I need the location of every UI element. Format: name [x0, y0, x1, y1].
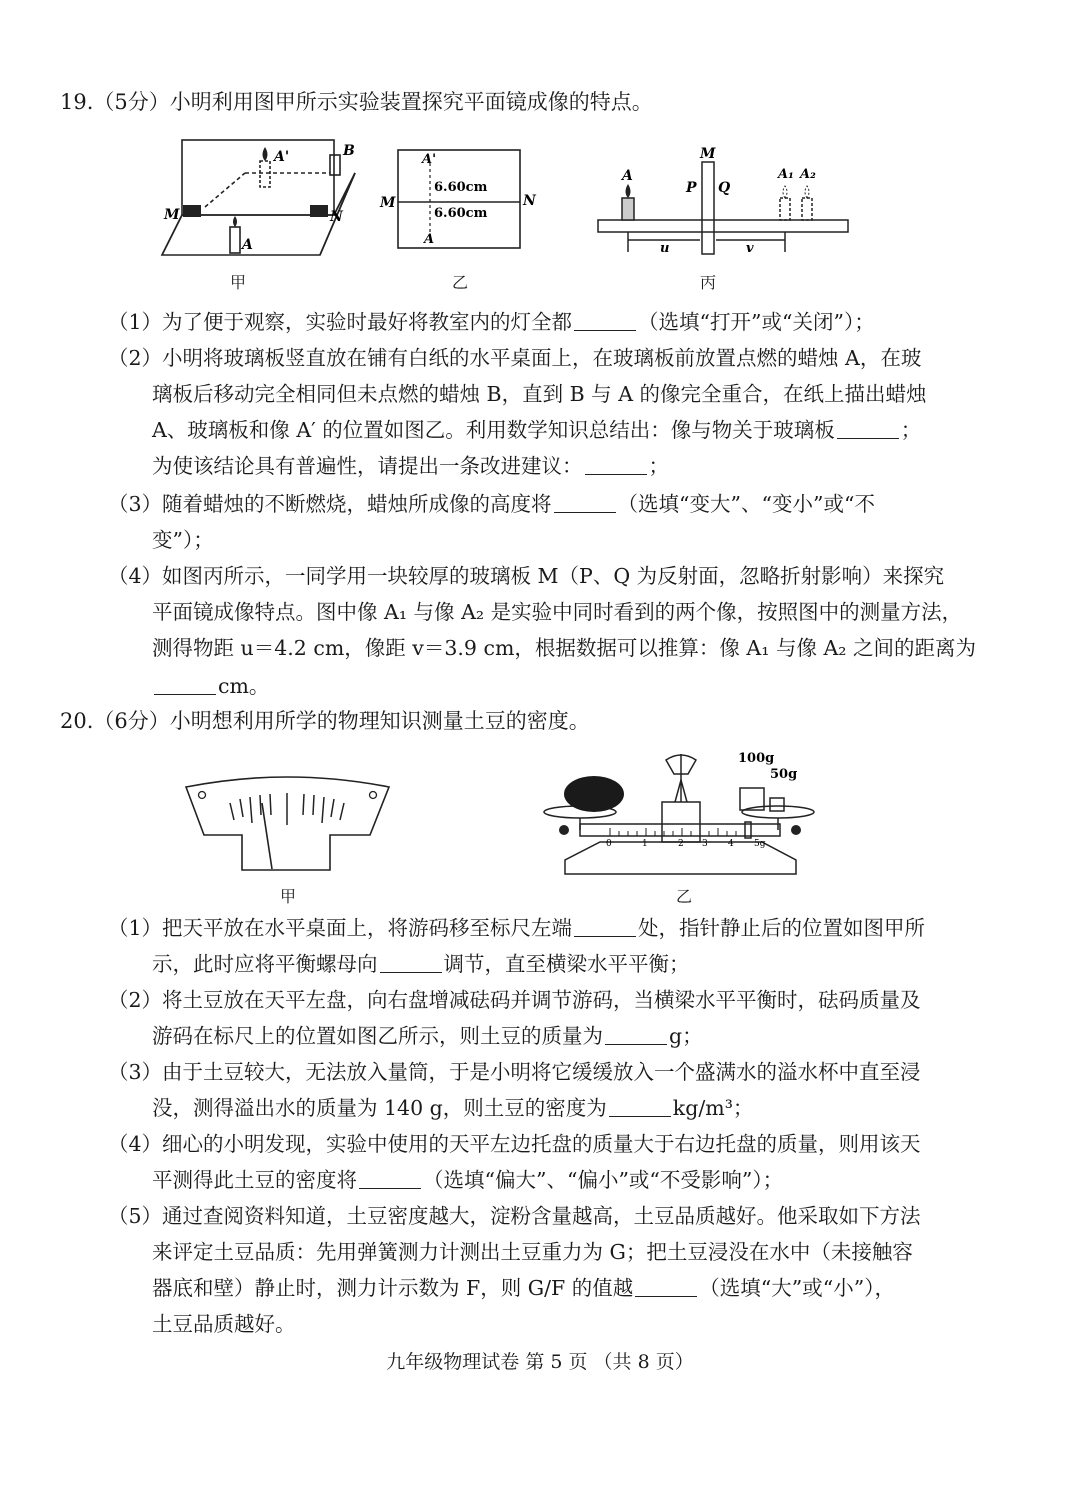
q19-part3-line1	[108, 486, 875, 522]
clip-left	[183, 205, 201, 217]
caption-jia: 甲	[230, 273, 247, 292]
weight-50g-label: 50g	[770, 767, 798, 782]
page-footer: 九年级物理试卷 第 5 页 （共 8 页）	[386, 1351, 694, 1373]
q20-part4-line2	[152, 1162, 783, 1198]
q20-part2-line2	[152, 1018, 703, 1054]
q19-p1-text-a: （1）为了便于观察，实验时最好将教室内的灯全都	[108, 310, 573, 334]
q20-p1-1-text-a: （1）把天平放在水平桌面上，将游码移至标尺左端	[108, 916, 573, 940]
q19-p2-4-text-b: ；	[648, 454, 669, 478]
q20-p4-2-text-a: 平测得此土豆的密度将	[152, 1168, 357, 1192]
answer-blank[interactable]	[359, 1166, 421, 1189]
label-p: P	[686, 180, 697, 196]
label-n: N	[330, 209, 343, 225]
answer-blank[interactable]	[585, 452, 647, 475]
label-a1: A₁	[778, 167, 794, 182]
label-m: M	[380, 195, 396, 211]
answer-blank[interactable]	[609, 1094, 671, 1117]
q20-part5-line2: 来评定土豆品质：先用弹簧测力计测出土豆重力为 G；把土豆浸没在水中（未接触容	[152, 1240, 913, 1264]
flame-a1	[783, 186, 787, 198]
q19-figure-bing	[592, 140, 854, 260]
q20-part1-line1	[108, 910, 925, 946]
q19-p4-4-text: cm。	[218, 674, 270, 698]
q19-part2-line2: 璃板后移动完全相同但未点燃的蜡烛 B，直到 B 与 A 的像完全重合，在纸上描出蜡烛	[152, 382, 927, 406]
caption-bing: 丙	[700, 273, 717, 292]
q20-p1-1-text-b: 处，指针静止后的位置如图甲所	[638, 916, 926, 940]
caption-jia: 甲	[280, 887, 297, 906]
q19-p2-3-text-b: ；	[900, 418, 922, 442]
q20-figure-jia-pointer-scale	[180, 775, 395, 875]
q20-header: 20.（6分）小明想利用所学的物理知识测量土豆的密度。	[60, 709, 590, 733]
label-v: v	[746, 241, 754, 256]
q20-p2-2-text-b: g；	[669, 1024, 703, 1048]
answer-blank[interactable]	[605, 1022, 667, 1045]
tick-1: 1	[642, 839, 648, 849]
label-n: N	[523, 193, 536, 209]
clip-right	[310, 205, 328, 217]
answer-blank[interactable]	[154, 672, 216, 695]
q20-p1-2-text-b: 调节，直至横梁水平平衡；	[443, 952, 690, 976]
label-b: B	[343, 143, 355, 159]
q19-part2-line4	[152, 448, 669, 484]
tick-5: 5g	[754, 839, 766, 849]
q19-p2-3-text-a: A、玻璃板和像 A′ 的位置如图乙。利用数学知识总结出：像与物关于玻璃板	[152, 418, 835, 442]
rider-scale-ticks	[610, 828, 745, 836]
caption-yi: 乙	[452, 273, 469, 292]
label-a-prime: A'	[422, 152, 437, 167]
answer-blank[interactable]	[574, 308, 636, 331]
q19-p2-4-text-a: 为使该结论具有普遍性，请提出一条改进建议：	[152, 454, 583, 478]
answer-blank[interactable]	[554, 490, 616, 513]
tick-3: 3	[702, 839, 708, 849]
q20-part2-line1: （2）将土豆放在天平左盘，向右盘增减砝码并调节游码，当横梁水平平衡时，砝码质量及	[108, 988, 921, 1012]
left-nut	[559, 825, 569, 835]
label-a-prime: A'	[274, 149, 290, 165]
q19-part4-line3: 测得物距 u＝4.2 cm，像距 v＝3.9 cm，根据数据可以推算：像 A₁ 与像 A₂ 之间的距离为	[152, 636, 977, 660]
potato	[564, 776, 624, 812]
q19-part2-line3	[152, 412, 921, 448]
mirror-setup-drawing	[162, 140, 355, 255]
label-a: A	[622, 168, 633, 184]
q20-p5-3-text-a: 器底和壁）静止时，测力计示数为 F，则 G/F 的值越	[152, 1276, 634, 1300]
q20-p2-2-text-a: 游码在标尺上的位置如图乙所示，则土豆的质量为	[152, 1024, 603, 1048]
label-u: u	[660, 241, 670, 256]
q20-part5-line4: 土豆品质越好。	[152, 1312, 296, 1336]
label-a: A	[242, 237, 253, 253]
label-m: M	[164, 207, 180, 223]
caption-yi: 乙	[676, 887, 693, 906]
answer-blank[interactable]	[574, 914, 636, 937]
flame-a	[626, 184, 631, 198]
answer-blank[interactable]	[837, 416, 899, 439]
q20-part1-line2	[152, 946, 690, 982]
tick-2: 2	[678, 839, 684, 849]
answer-blank[interactable]	[635, 1274, 697, 1297]
q20-figure-yi-balance	[540, 742, 820, 882]
label-q: Q	[718, 180, 731, 196]
q19-p3-1-text-a: （3）随着蜡烛的不断燃烧，蜡烛所成像的高度将	[108, 492, 552, 516]
q20-p1-2-text-a: 示，此时应将平衡螺母向	[152, 952, 378, 976]
q20-p3-2-text-b: kg/m³；	[672, 1096, 754, 1120]
right-nut	[791, 825, 801, 835]
q19-part3-line2: 变”）；	[152, 528, 214, 552]
flame-a	[233, 216, 237, 227]
q20-p3-2-text-a: 没，测得溢出水的质量为 140 g，则土豆的密度为	[152, 1096, 607, 1120]
scale-ticks	[230, 793, 344, 825]
q19-part4-line2: 平面镜成像特点。图中像 A₁ 与像 A₂ 是实验中同时看到的两个像，按照图中的测量方法，	[152, 600, 963, 624]
q20-p5-3-text-b: （选填“大”或“小”），	[699, 1276, 895, 1300]
q20-part4-line1: （4）细心的小明发现，实验中使用的天平左边托盘的质量大于右边托盘的质量，则用该天	[108, 1132, 921, 1156]
label-a: A	[424, 232, 435, 247]
q19-part1	[108, 304, 875, 340]
q20-part3-line1: （3）由于土豆较大，无法放入量筒，于是小明将它缓缓放入一个盛满水的溢水杯中直至浸	[108, 1060, 921, 1084]
label-a2: A₂	[800, 167, 816, 182]
flame-image	[263, 147, 268, 161]
distance-upper: 6.60cm	[434, 180, 488, 195]
q19-part4-line1: （4）如图丙所示，一同学用一块较厚的玻璃板 M（P、Q 为反射面，忽略折射影响）来探究	[108, 564, 945, 588]
q20-part5-line3	[152, 1270, 895, 1306]
q19-figure-jia	[150, 135, 370, 265]
weight-100g-label: 100g	[738, 751, 775, 766]
tick-4: 4	[728, 839, 734, 849]
q20-p4-2-text-b: （选填“偏大”、“偏小”或“不受影响”）；	[423, 1168, 784, 1192]
answer-blank[interactable]	[380, 950, 442, 973]
q19-p1-text-b: （选填“打开”或“关闭”）；	[638, 310, 875, 334]
q19-part4-line4	[152, 668, 269, 704]
tick-0: 0	[606, 839, 612, 849]
distance-lower: 6.60cm	[434, 206, 488, 221]
q19-figure-yi	[378, 145, 538, 255]
q19-p3-1-text-b: （选填“变大”、“变小”或“不	[617, 492, 875, 516]
q19-part2-line1: （2）小明将玻璃板竖直放在铺有白纸的水平桌面上，在玻璃板前放置点燃的蜡烛 A，在玻	[108, 346, 922, 370]
label-m: M	[700, 146, 716, 162]
q20-part5-line1: （5）通过查阅资料知道，土豆密度越大，淀粉含量越高，土豆品质越好。他采取如下方法	[108, 1204, 921, 1228]
q20-part3-line2	[152, 1090, 753, 1126]
flame-a2	[805, 186, 809, 198]
q19-header: 19.（5分）小明利用图甲所示实验装置探究平面镜成像的特点。	[60, 90, 653, 114]
